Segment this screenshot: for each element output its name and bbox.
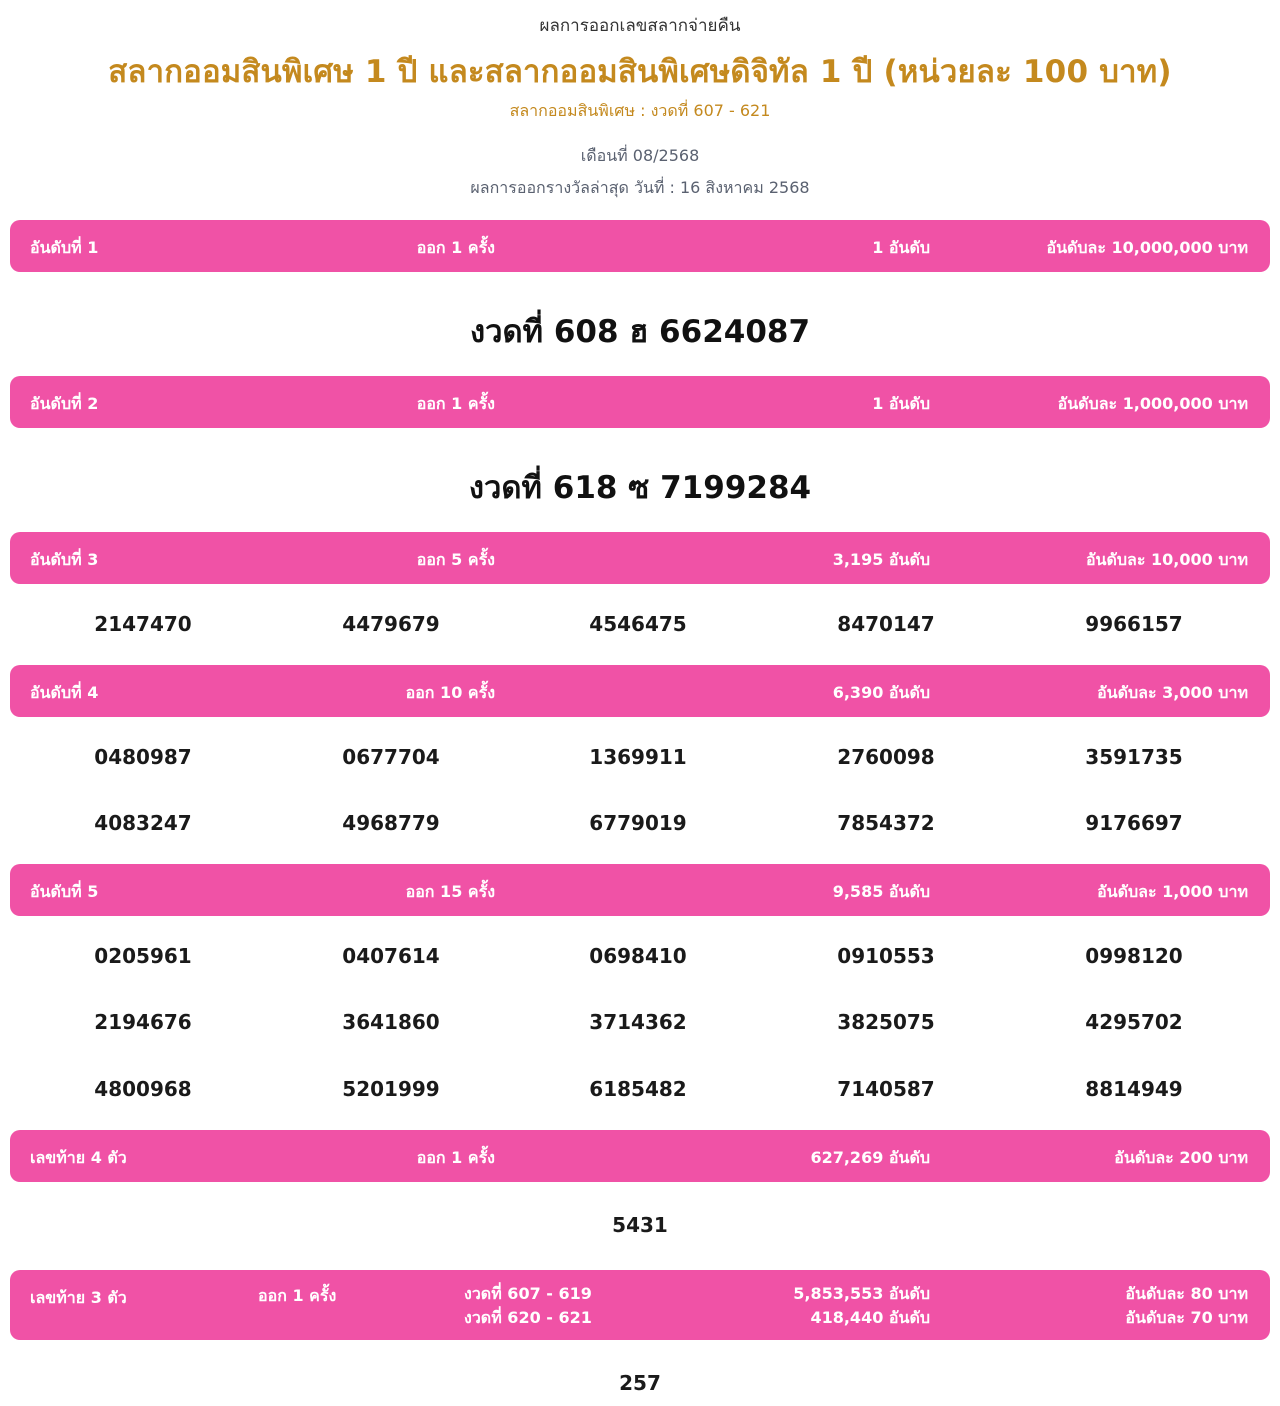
prize-count: 9,585 อันดับ <box>832 882 930 901</box>
prize-4-numbers-row <box>0 745 1280 775</box>
winning-number: 0205961 <box>94 944 192 968</box>
prize-5-header <box>10 864 1270 916</box>
prize-amount: อันดับละ 200 บาท <box>1114 1148 1248 1167</box>
winning-number: 2147470 <box>94 612 192 636</box>
draw-period: สลากออมสินพิเศษ : งวดที่ 607 - 621 <box>509 101 771 120</box>
winning-number: 3641860 <box>342 1010 440 1034</box>
prize-amounts <box>1125 1282 1248 1330</box>
prize-amount: อันดับละ 3,000 บาท <box>1097 683 1248 702</box>
prize-count: 1 อันดับ <box>872 394 930 413</box>
prize-draws: ออก 15 ครั้ง <box>405 882 495 901</box>
winning-number: 0407614 <box>342 944 440 968</box>
latest-draw-date: ผลการออกรางวัลล่าสุด วันที่ : 16 สิงหาคม 2568 <box>470 178 810 197</box>
prize-counts <box>793 1282 930 1330</box>
winning-number: 1369911 <box>589 745 687 769</box>
winning-number: 4968779 <box>342 811 440 835</box>
prize-amount: อันดับละ 1,000,000 บาท <box>1057 394 1248 413</box>
draw-ranges <box>464 1282 592 1330</box>
prize-1-header <box>10 220 1270 272</box>
last-4-digits-header <box>10 1130 1270 1182</box>
prize-4-header <box>10 665 1270 717</box>
winning-number: 9176697 <box>1085 811 1183 835</box>
prize-count: 1 อันดับ <box>872 238 930 257</box>
winning-number: 4546475 <box>589 612 687 636</box>
prize-count: 627,269 อันดับ <box>810 1148 930 1167</box>
prize-rank: อันดับที่ 1 <box>30 238 99 257</box>
prize-draws: ออก 1 ครั้ง <box>416 394 495 413</box>
winning-number: 3825075 <box>837 1010 935 1034</box>
prize-4-numbers-row <box>0 811 1280 841</box>
prize-2-header <box>10 376 1270 428</box>
prize-5-numbers-row <box>0 1077 1280 1107</box>
winning-number: 4479679 <box>342 612 440 636</box>
winning-number: 6185482 <box>589 1077 687 1101</box>
month-label: เดือนที่ 08/2568 <box>580 146 700 165</box>
prize-2-winner: งวดที่ 618 ซ 7199284 <box>468 470 812 506</box>
prize-draws: ออก 1 ครั้ง <box>416 1148 495 1167</box>
prize-3-numbers-row <box>0 612 1280 642</box>
prize-rank: อันดับที่ 5 <box>30 882 99 901</box>
winning-number: 3591735 <box>1085 745 1183 769</box>
winning-number: 8470147 <box>837 612 935 636</box>
prize-draws: ออก 10 ครั้ง <box>405 683 495 702</box>
prize-amount-a: อันดับละ 80 บาท <box>1125 1284 1248 1303</box>
prize-count-a: 5,853,553 อันดับ <box>793 1284 930 1303</box>
prize-count-b: 418,440 อันดับ <box>810 1308 930 1327</box>
prize-rank: อันดับที่ 2 <box>30 394 99 413</box>
winning-number: 3714362 <box>589 1010 687 1034</box>
prize-draws: ออก 1 ครั้ง <box>258 1286 337 1305</box>
prize-5-numbers-row <box>0 1010 1280 1040</box>
prize-rank: อันดับที่ 3 <box>30 550 99 569</box>
winning-number: 4295702 <box>1085 1010 1183 1034</box>
winning-number: 9966157 <box>1085 612 1183 636</box>
winning-number: 6779019 <box>589 811 687 835</box>
winning-number: 8814949 <box>1085 1077 1183 1101</box>
page-title: สลากออมสินพิเศษ 1 ปี และสลากออมสินพิเศษดิจิทัล 1 ปี (หน่วยละ 100 บาท) <box>108 54 1172 90</box>
prize-rank: อันดับที่ 4 <box>30 683 99 702</box>
prize-rank: เลขท้าย 4 ตัว <box>30 1148 127 1167</box>
page-top-label: ผลการออกเลขสลากจ่ายคืน <box>539 16 741 36</box>
winning-number: 2760098 <box>837 745 935 769</box>
winning-number: 4800968 <box>94 1077 192 1101</box>
prize-amount: อันดับละ 10,000 บาท <box>1085 550 1248 569</box>
winning-number: 4083247 <box>94 811 192 835</box>
prize-count: 6,390 อันดับ <box>832 683 930 702</box>
last-3-digits-number: 257 <box>619 1371 661 1395</box>
winning-number: 0910553 <box>837 944 935 968</box>
winning-number: 7140587 <box>837 1077 935 1101</box>
prize-draws: ออก 5 ครั้ง <box>416 550 495 569</box>
prize-amount: อันดับละ 10,000,000 บาท <box>1046 238 1248 257</box>
prize-draws: ออก 1 ครั้ง <box>416 238 495 257</box>
winning-number: 2194676 <box>94 1010 192 1034</box>
winning-number: 0998120 <box>1085 944 1183 968</box>
draw-range-a: งวดที่ 607 - 619 <box>464 1284 592 1303</box>
prize-amount: อันดับละ 1,000 บาท <box>1097 882 1248 901</box>
prize-rank: เลขท้าย 3 ตัว <box>30 1288 127 1307</box>
prize-5-numbers-row <box>0 944 1280 974</box>
winning-number: 0480987 <box>94 745 192 769</box>
last-3-digits-header <box>10 1270 1270 1340</box>
prize-1-winner: งวดที่ 608 ฮ 6624087 <box>469 314 811 350</box>
prize-3-header <box>10 532 1270 584</box>
last-4-digits-number: 5431 <box>612 1213 668 1237</box>
winning-number: 0677704 <box>342 745 440 769</box>
prize-amount-b: อันดับละ 70 บาท <box>1125 1308 1248 1327</box>
draw-range-b: งวดที่ 620 - 621 <box>464 1308 592 1327</box>
winning-number: 0698410 <box>589 944 687 968</box>
prize-count: 3,195 อันดับ <box>832 550 930 569</box>
winning-number: 5201999 <box>342 1077 440 1101</box>
winning-number: 7854372 <box>837 811 935 835</box>
